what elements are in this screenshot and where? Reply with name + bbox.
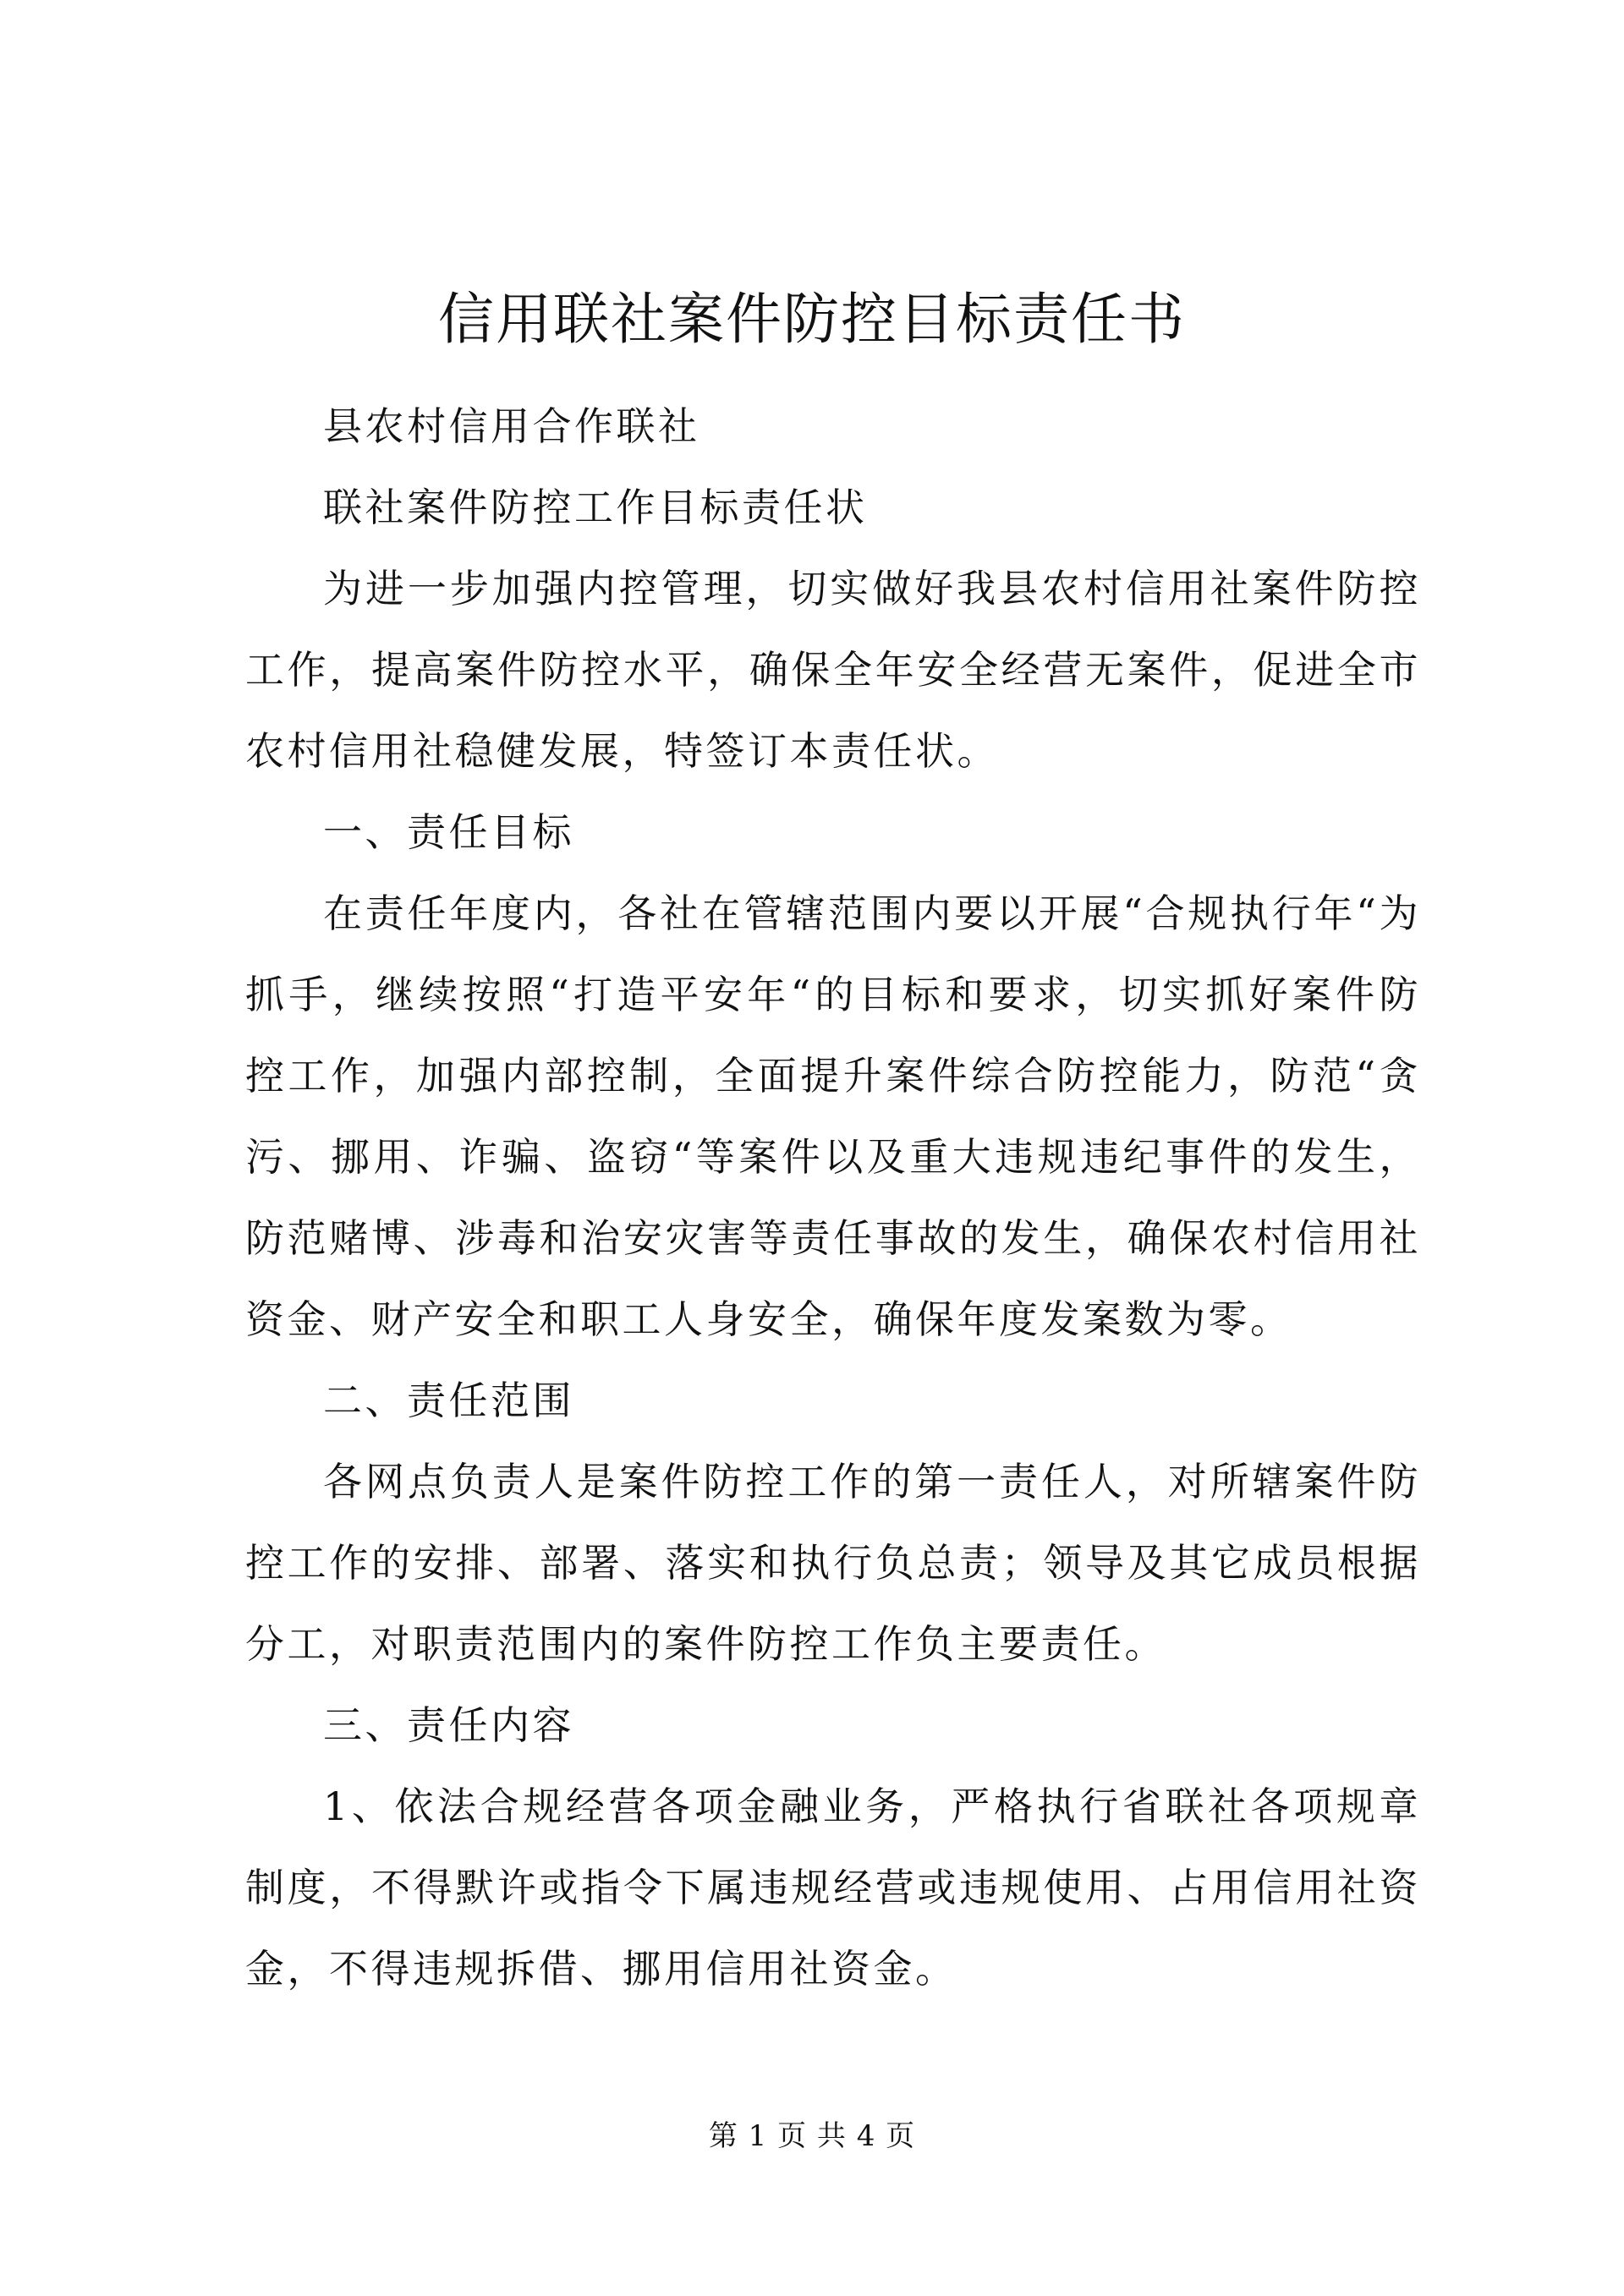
section-heading-content: 三、责任内容: [323, 1702, 574, 1748]
paragraph-subtitle: 联社案件防控工作目标责任状: [323, 485, 868, 530]
paragraph-scope: 各网点负责人是案件防控工作的第一责任人，对所辖案件防控工作的安排、部署、落实和执行负总责；领导及其它成员根据分工，对职责范围内的案件防控工作负主要责任。: [245, 1459, 1421, 1667]
paragraph-intro: 为进一步加强内控管理，切实做好我县农村信用社案件防控工作，提高案件防控水平，确保全年安全经营无案件，促进全市农村信用社稳健发展，特签订本责任状。: [245, 566, 1421, 774]
document-body: [245, 386, 1421, 2009]
paragraph-content-item-1: 1、依法合规经营各项金融业务，严格执行省联社各项规章制度，不得默许或指令下属违规经营或违规使用、占用信用社资金，不得违规拆借、挪用信用社资金。: [245, 1784, 1421, 1992]
section-heading-scope: 二、责任范围: [323, 1378, 574, 1423]
paragraph-goals: 在责任年度内，各社在管辖范围内要以开展“合规执行年“为抓手，继续按照“打造平安年“的目标和要求，切实抓好案件防控工作，加强内部控制，全面提升案件综合防控能力，防范“贪污、挪用、诈骗、盗窃“等案件以及重大违规违纪事件的发生，防范赌博、涉毒和治安灾害等责任事故的发生，确保农村信用社资金、财产安全和职工人身安全，确保年度发案数为零。: [245, 890, 1421, 1342]
document-title: 信用联社案件防控目标责任书: [438, 287, 1186, 352]
section-heading-goals: 一、责任目标: [323, 809, 574, 855]
paragraph-issuer: 县农村信用合作联社: [323, 403, 700, 449]
page-footer: 第 1 页 共 4 页: [708, 2119, 916, 2153]
